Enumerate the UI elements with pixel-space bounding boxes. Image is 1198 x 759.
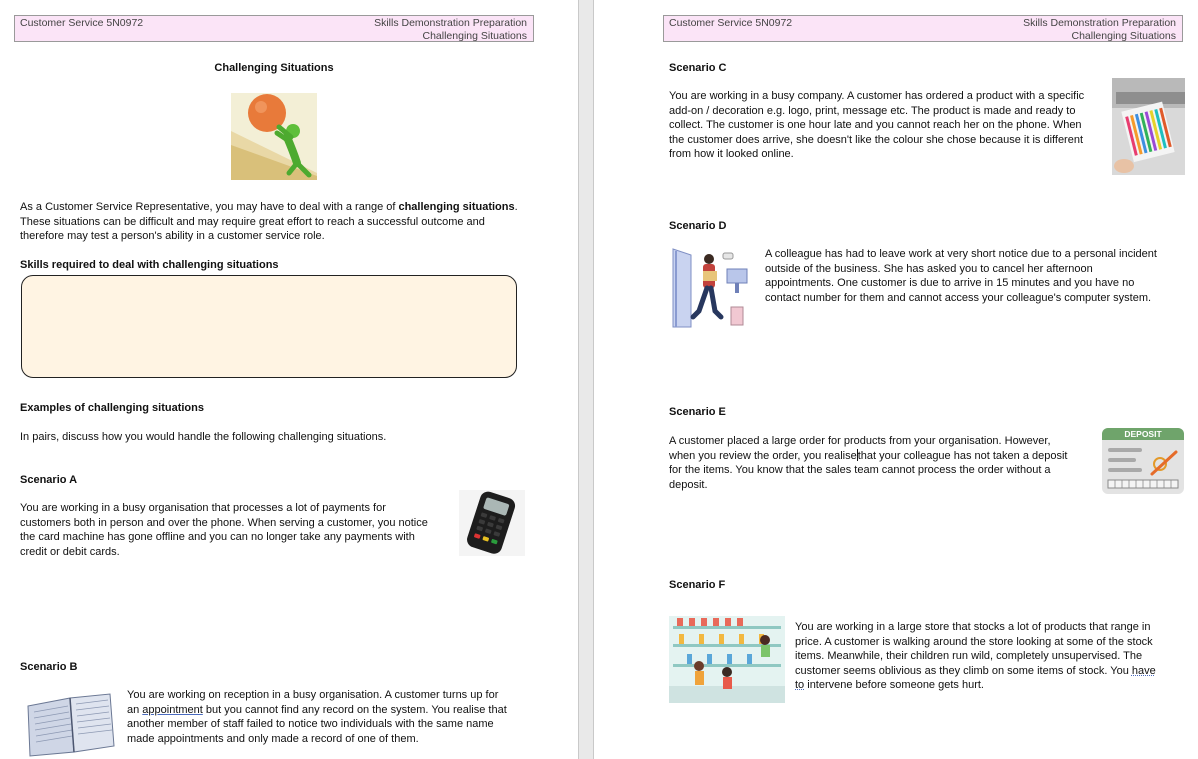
- deposit-image: [1102, 428, 1184, 494]
- intro-paragraph: As a Customer Service Representative, you may have to deal with a range of challenging situations. These situations can be difficult and may require great effort to reach a successful outcome and therefore may test a person's ability in a customer service role.: [20, 201, 518, 242]
- page-header: [14, 15, 534, 42]
- scenario-f-heading: Scenario F: [669, 579, 726, 591]
- colleague-leaving-image: [669, 247, 754, 329]
- grammar-suggestion-word[interactable]: to: [795, 679, 805, 691]
- scenario-e-text: A customer placed a large order for products from your organisation. However, when you review the order, you realisethat your colleague has not taken a deposit for the items. You know that the sales team cannot process the order without a deposit.: [669, 435, 1068, 491]
- scenario-c-text: You are working in a busy company. A customer has ordered a product with a specific add-on / decoration e.g. logo, print, message etc. The product is made and ready to collect. The customer is one hour late and you cannot reach her on the phone. When the customer does arrive, she doesn't like the colour she chose because it is different from how it looked online.: [669, 90, 1085, 160]
- header-course-code: Customer Service 5N0972: [20, 17, 144, 29]
- page-title: Challenging Situations: [214, 62, 334, 74]
- card-machine-image: [459, 490, 525, 556]
- document-page-1: [0, 0, 578, 759]
- header-course-code: Customer Service 5N0972: [669, 17, 793, 29]
- boulder-push-image: [231, 93, 317, 180]
- deposit-label: DEPOSIT: [1102, 428, 1184, 440]
- skills-heading: Skills required to deal with challenging situations: [20, 259, 279, 271]
- grammar-suggestion-word[interactable]: have: [1131, 664, 1156, 677]
- scenario-a-heading: Scenario A: [20, 474, 78, 486]
- examples-heading: Examples of challenging situations: [20, 402, 204, 414]
- header-title: Skills Demonstration Preparation Challenging Situations: [1023, 17, 1176, 42]
- skills-text-box[interactable]: [21, 275, 517, 378]
- scenario-e-heading: Scenario E: [669, 406, 726, 418]
- scenario-a-text: You are working in a busy organisation that processes a lot of payments for customers both in person and over the phone. When serving a customer, you notice the card machine has gone offline and you can no longer take any payments with credit or debit cards.: [20, 502, 428, 558]
- store-children-image: [669, 616, 785, 703]
- page-gutter: [578, 0, 594, 759]
- appointment-spellcheck-word[interactable]: appointment: [142, 703, 203, 716]
- scenario-d-text: A colleague has had to leave work at very short notice due to a personal incident outside of the business. She has asked you to cancel her afternoon appointments. One customer is due to arrive in 15 minutes and you have no contact number for them and cannot access your colleague's computer system.: [765, 248, 1157, 304]
- scenario-b-text: You are working on reception in a busy organisation. A customer turns up for an appointment but you cannot find any record on the system. You realise that another member of staff failed to notice two individuals with the same name made appointments and only made a record of one of them.: [127, 689, 507, 745]
- scenario-c-heading: Scenario C: [669, 62, 727, 74]
- examples-instruction: In pairs, discuss how you would handle the following challenging situations.: [20, 431, 387, 443]
- page-header: [663, 15, 1183, 42]
- header-title: Skills Demonstration Preparation Challenging Situations: [374, 17, 527, 42]
- appointment-book-image: [24, 690, 116, 759]
- scenario-d-heading: Scenario D: [669, 220, 727, 232]
- scenario-f-text: You are working in a large store that stocks a lot of products that range in price. A customer is walking around the store looking at some of the stock items. Meanwhile, their children run wild, completely unsupervised. The customer seems oblivious as they climb on some items of stock. You have to intervene before someone gets hurt.: [795, 621, 1156, 691]
- document-page-2: [594, 0, 1198, 759]
- printer-product-image: [1112, 78, 1185, 175]
- scenario-b-heading: Scenario B: [20, 661, 78, 673]
